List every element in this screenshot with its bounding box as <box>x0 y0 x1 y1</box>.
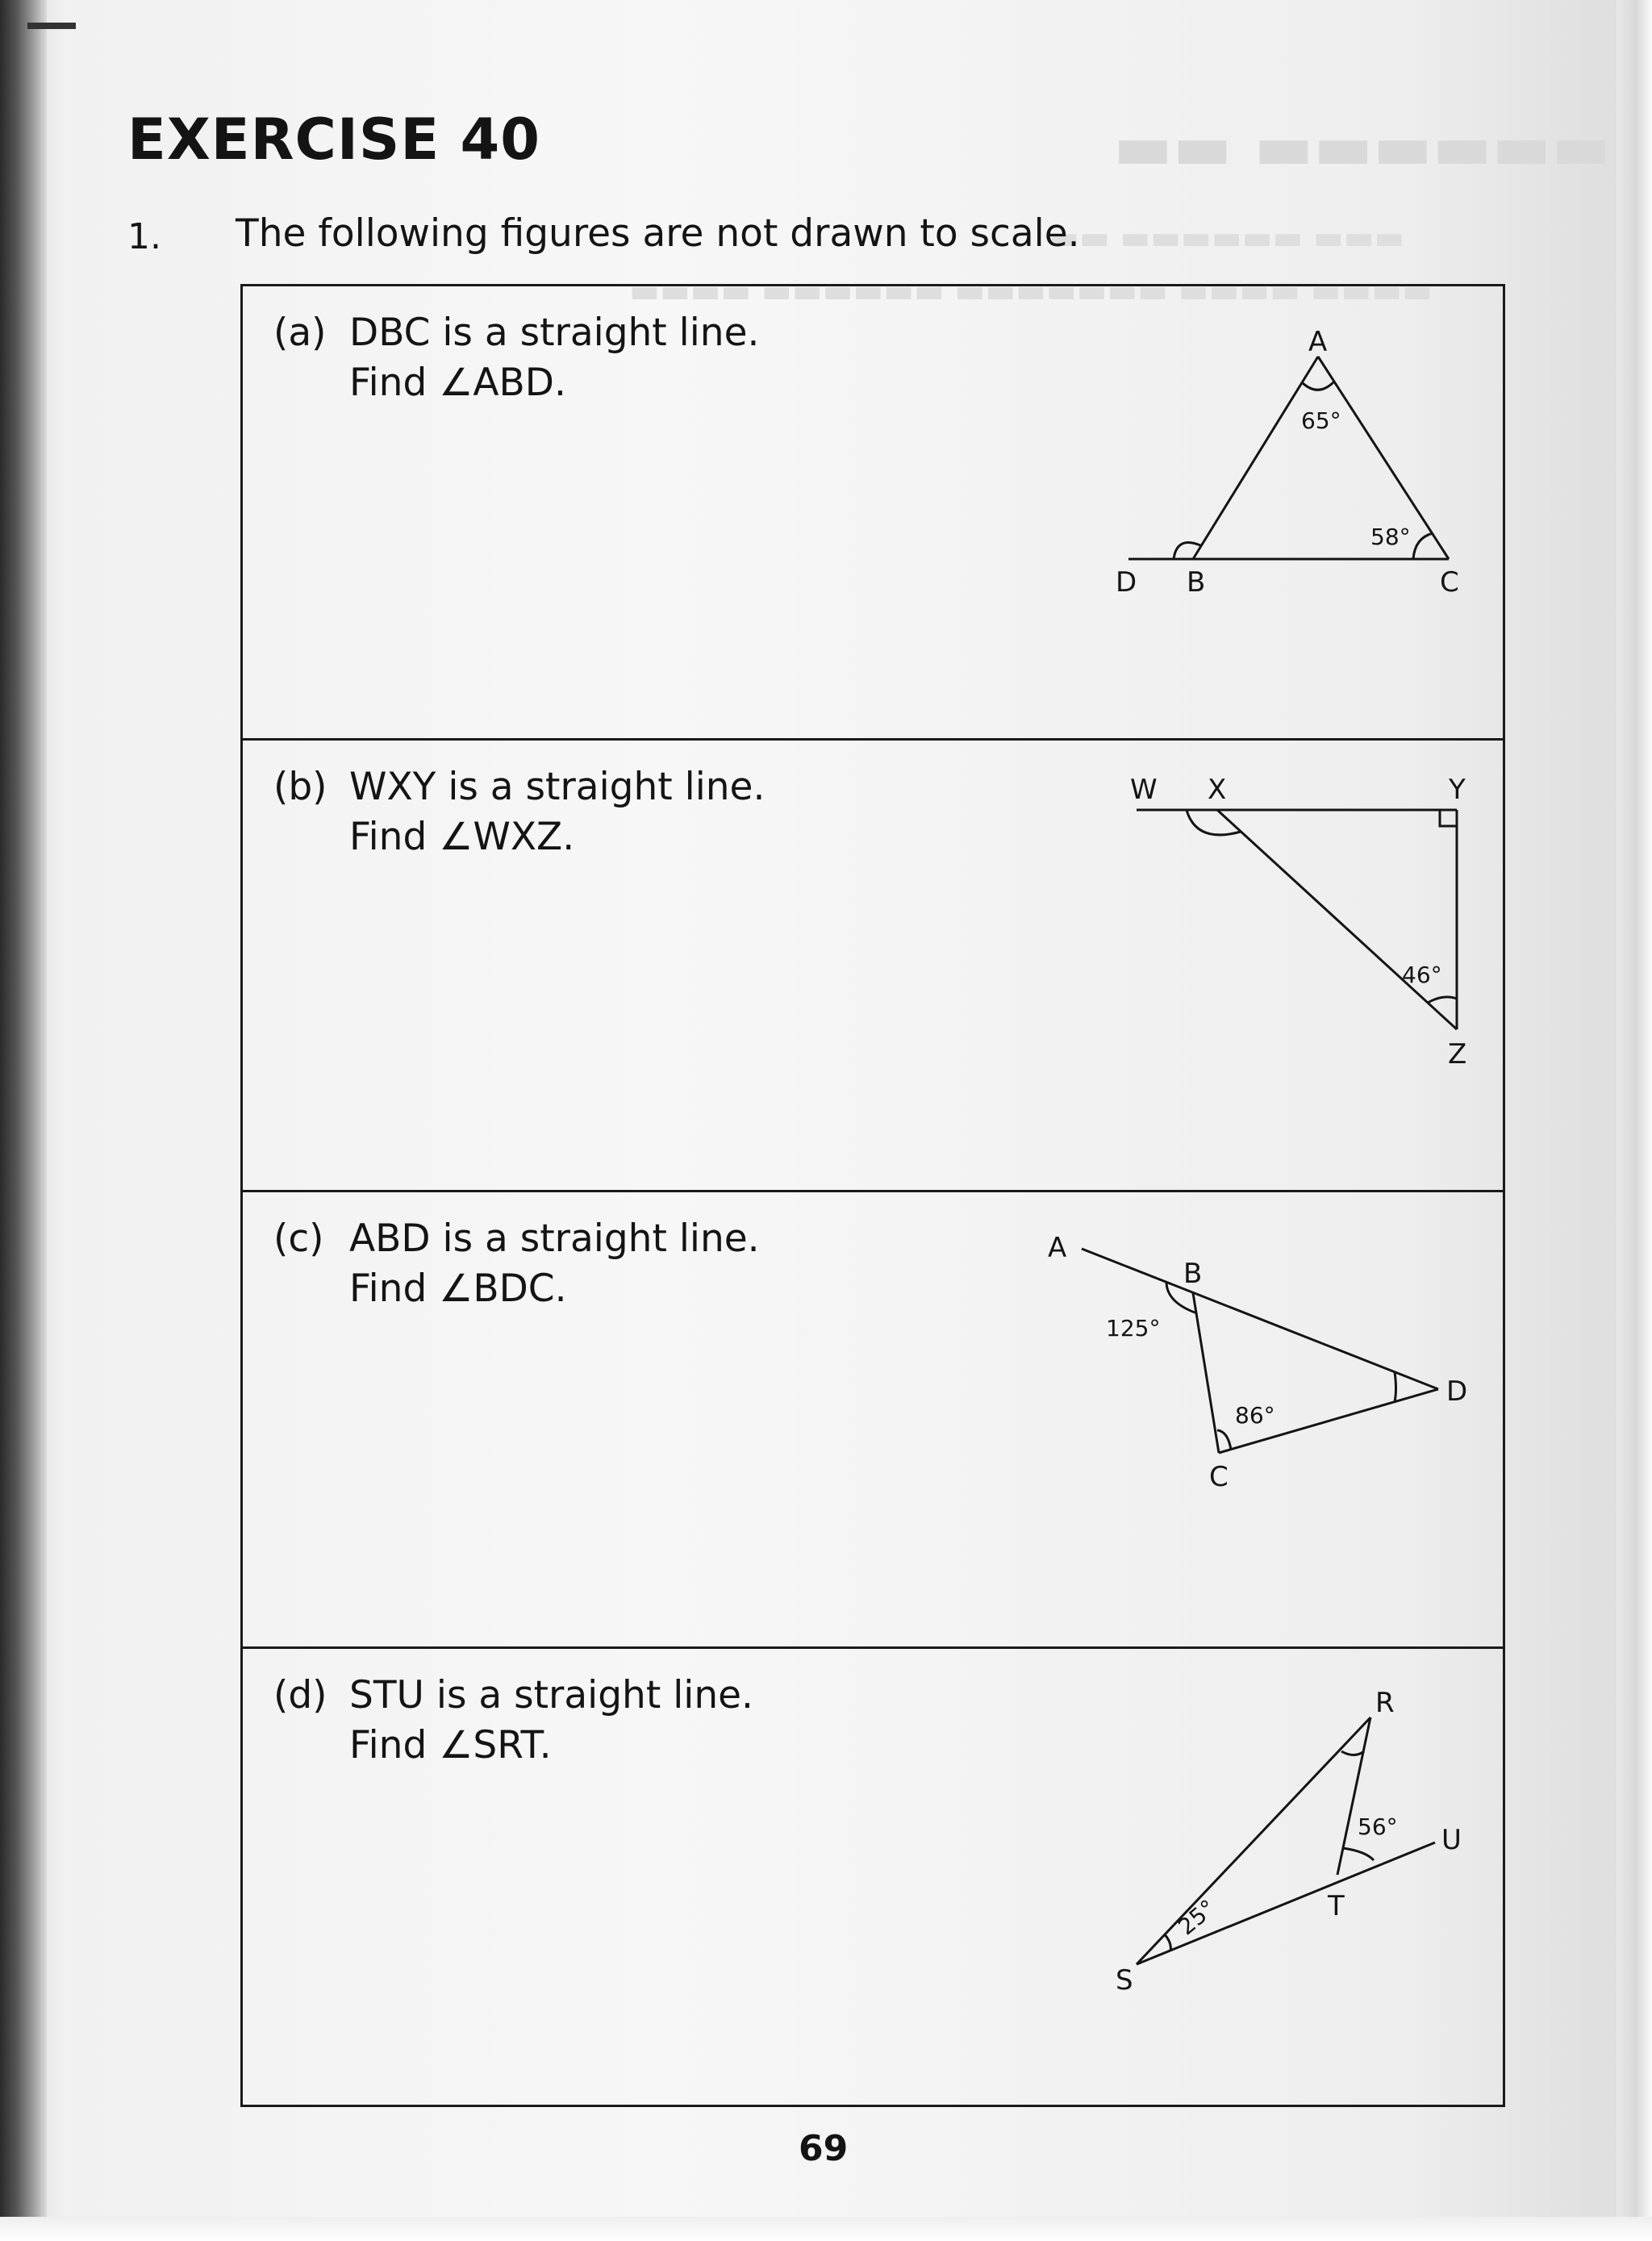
angle-label-rtu: 56° <box>1358 1813 1398 1840</box>
part-statement: DBC is a straight line. <box>349 311 760 355</box>
figure-b <box>243 741 1503 1190</box>
angle-arc-rtu <box>1343 1848 1374 1860</box>
angle-arc-c <box>1217 1430 1231 1450</box>
angle-label-c: 86° <box>1235 1402 1275 1429</box>
point-label-x: X <box>1208 774 1227 806</box>
part-task: Find ∠ABD. <box>349 361 566 405</box>
point-label-r: R <box>1375 1687 1395 1719</box>
angle-label-z: 46° <box>1402 962 1442 988</box>
show-through-line: ▬▬▬ ▬▬▬▬▬▬ ▬▬ <box>1049 219 1405 257</box>
page-right-edge <box>1617 0 1652 2241</box>
exercise-title: EXERCISE 40 <box>127 106 540 173</box>
panel-part-a <box>243 286 1503 738</box>
angle-arc-s <box>1165 1934 1170 1951</box>
angle-arc-r <box>1341 1751 1364 1755</box>
point-label-c: C <box>1440 566 1459 599</box>
point-label-s: S <box>1116 1964 1133 1997</box>
part-label: (a) <box>273 311 327 355</box>
part-statement: WXY is a straight line. <box>349 765 766 809</box>
page-number: 69 <box>799 2128 849 2169</box>
part-task: Find ∠BDC. <box>349 1267 567 1311</box>
part-statement: ABD is a straight line. <box>349 1216 760 1261</box>
panel-part-c <box>243 1190 1503 1649</box>
line-xz <box>1217 810 1457 1029</box>
point-label-c: C <box>1209 1461 1229 1493</box>
angle-arc-d <box>1395 1372 1396 1402</box>
point-label-w: W <box>1130 774 1158 806</box>
right-angle-y <box>1440 810 1457 826</box>
side-bc <box>1193 1293 1219 1453</box>
spine-mark <box>27 23 76 29</box>
question-number: 1. <box>127 216 161 257</box>
figure-c <box>243 1192 1503 1646</box>
angle-label-c: 58° <box>1370 524 1411 550</box>
point-label-d: D <box>1446 1375 1468 1408</box>
book-spine-shadow <box>0 0 47 2241</box>
side-sr <box>1137 1717 1370 1964</box>
part-statement: STU is a straight line. <box>349 1673 753 1717</box>
angle-arc-c <box>1413 533 1433 559</box>
part-label: (c) <box>273 1216 324 1261</box>
part-label: (b) <box>273 765 327 809</box>
page-bottom-edge <box>0 2217 1652 2241</box>
point-label-a: A <box>1048 1232 1067 1264</box>
show-through-heading: ▬▬▬▬▬▬ ▬▬ <box>1113 111 1611 184</box>
angle-label-s: 25° <box>1173 1894 1221 1941</box>
point-label-d: D <box>1116 566 1137 599</box>
point-label-a: A <box>1308 326 1328 358</box>
angle-label-abc: 125° <box>1106 1315 1161 1342</box>
angle-label-a: 65° <box>1301 407 1341 434</box>
figure-a <box>243 286 1503 738</box>
part-task: Find ∠SRT. <box>349 1723 552 1767</box>
figure-d <box>243 1649 1503 2107</box>
angle-arc-a <box>1302 382 1334 390</box>
point-label-b: B <box>1183 1258 1203 1290</box>
show-through-line: ▬▬▬▬ ▬▬▬▬ ▬▬▬▬▬▬▬ ▬▬▬▬▬▬ ▬▬▬▬ <box>629 273 1433 310</box>
angle-arc-abd <box>1174 542 1200 559</box>
part-label: (d) <box>273 1673 327 1717</box>
panel-part-b <box>243 738 1503 1192</box>
panel-part-d <box>243 1646 1503 2107</box>
point-label-b: B <box>1187 566 1206 599</box>
question-panels <box>240 284 1505 2107</box>
point-label-z: Z <box>1448 1038 1467 1070</box>
question-text: The following figures are not drawn to scale. <box>236 211 1080 256</box>
point-label-u: U <box>1441 1824 1462 1856</box>
line-stu <box>1137 1842 1435 1964</box>
part-task: Find ∠WXZ. <box>349 815 575 859</box>
angle-arc-z <box>1428 997 1457 1003</box>
side-ba <box>1193 357 1318 559</box>
point-label-y: Y <box>1449 774 1466 806</box>
point-label-t: T <box>1328 1890 1345 1922</box>
